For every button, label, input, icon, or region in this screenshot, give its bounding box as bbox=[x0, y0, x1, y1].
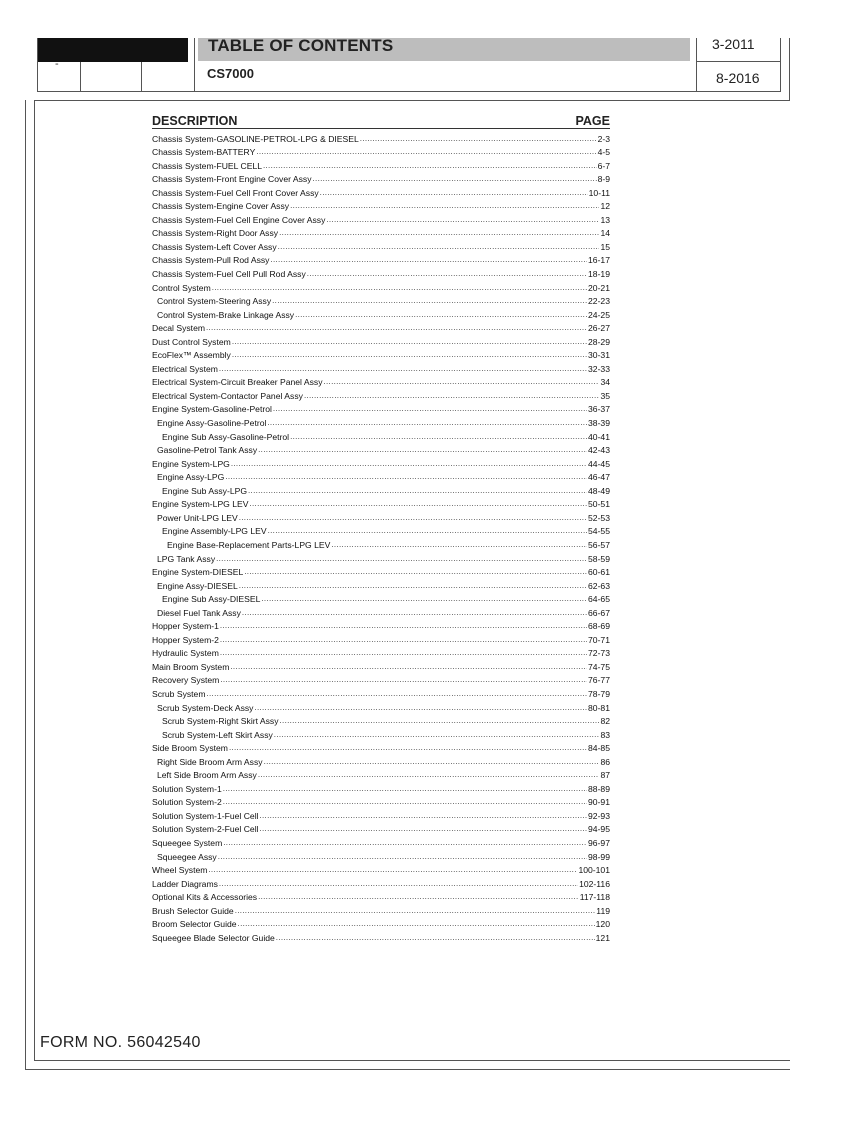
toc-entry-title: Hopper System-1 bbox=[152, 621, 219, 632]
toc-entry[interactable] bbox=[152, 144, 610, 158]
toc-entry[interactable] bbox=[152, 225, 610, 239]
toc-entry[interactable] bbox=[152, 333, 610, 347]
frame-left-outer bbox=[25, 100, 26, 1070]
toc-entry[interactable] bbox=[152, 875, 610, 889]
toc-entry[interactable] bbox=[152, 658, 610, 672]
header-divider bbox=[37, 38, 38, 92]
toc-entry-title: Hopper System-2 bbox=[152, 634, 219, 645]
toc-entry-title: Decal System bbox=[152, 323, 206, 334]
toc-entry-title: Solution System-1-Fuel Cell bbox=[152, 810, 259, 821]
toc-dot-leader bbox=[270, 255, 587, 265]
toc-entry[interactable] bbox=[152, 740, 610, 754]
toc-dot-leader bbox=[238, 919, 595, 929]
toc-entry-title: Engine Assy-LPG bbox=[157, 472, 225, 483]
toc-entry[interactable] bbox=[152, 455, 610, 469]
toc-dot-leader bbox=[220, 621, 587, 631]
toc-entry-title: Chassis System-GASOLINE-PETROL-LPG & DIESEL bbox=[152, 133, 359, 144]
toc-entry-title: Diesel Fuel Tank Assy bbox=[157, 607, 241, 618]
toc-header-rule bbox=[152, 128, 610, 129]
header-date-bottom bbox=[696, 91, 780, 92]
toc-entry[interactable] bbox=[152, 469, 610, 483]
toc-entry-page: 88-89 bbox=[588, 783, 610, 794]
toc-dot-leader bbox=[274, 730, 600, 740]
toc-entry-title: Recovery System bbox=[152, 675, 220, 686]
toc-entry-page: 30-31 bbox=[588, 350, 610, 361]
frame-bottom-outer bbox=[25, 1069, 790, 1070]
toc-entry[interactable] bbox=[152, 279, 610, 293]
toc-entry-page: 44-45 bbox=[588, 458, 610, 469]
toc-dot-leader bbox=[260, 811, 588, 821]
toc-entry-page: 72-73 bbox=[588, 648, 610, 659]
toc-dot-leader bbox=[279, 228, 599, 238]
toc-dot-leader bbox=[220, 648, 587, 658]
toc-entry-title: Control System bbox=[152, 282, 211, 293]
toc-entry-page: 42-43 bbox=[588, 445, 610, 456]
toc-entry-title: Chassis System-FUEL CELL bbox=[152, 160, 262, 171]
toc-entry-title: Squeegee System bbox=[152, 837, 223, 848]
toc-entry-title: Electrical System-Circuit Breaker Panel Assy bbox=[152, 377, 323, 388]
frame-right-top bbox=[789, 38, 790, 101]
toc-dot-leader bbox=[219, 879, 578, 889]
toc-entry-page: 98-99 bbox=[588, 851, 610, 862]
toc-entry-title: Chassis System-Fuel Cell Front Cover Assy bbox=[152, 187, 319, 198]
toc-header bbox=[152, 114, 610, 128]
toc-dot-leader bbox=[360, 134, 597, 144]
toc-entry-title: EcoFlex™ Assembly bbox=[152, 350, 231, 361]
toc-dot-leader bbox=[231, 459, 587, 469]
toc-entry-page: 120 bbox=[595, 919, 610, 930]
description-label: DESCRIPTION bbox=[152, 114, 238, 128]
toc-dot-leader bbox=[208, 865, 577, 875]
toc-dot-leader bbox=[232, 337, 587, 347]
toc-dot-leader bbox=[276, 933, 595, 943]
toc-entry-title: Control System-Brake Linkage Assy bbox=[157, 309, 295, 320]
frame-left-inner bbox=[34, 100, 35, 1061]
toc-entry[interactable] bbox=[152, 130, 610, 144]
toc-dot-leader bbox=[220, 675, 587, 685]
toc-entry-page: 56-57 bbox=[588, 539, 610, 550]
header-divider bbox=[141, 62, 142, 92]
toc-entry-title: Dust Control System bbox=[152, 336, 231, 347]
toc-dot-leader bbox=[273, 404, 587, 414]
toc-entry[interactable] bbox=[152, 550, 610, 564]
toc-entry-page: 4-5 bbox=[597, 147, 610, 158]
form-number: FORM NO. 56042540 bbox=[40, 1034, 201, 1051]
toc-entry-title: Solution System-2-Fuel Cell bbox=[152, 824, 259, 835]
frame-top-rule bbox=[34, 100, 790, 101]
toc-entry-page: 48-49 bbox=[588, 485, 610, 496]
toc-entry-title: LPG Tank Assy bbox=[157, 553, 216, 564]
toc-dot-leader bbox=[258, 892, 579, 902]
toc-entry[interactable] bbox=[152, 753, 610, 767]
header-date-divider bbox=[696, 61, 780, 62]
toc-entry-title: Gasoline-Petrol Tank Assy bbox=[157, 445, 258, 456]
toc-entry-page: 70-71 bbox=[588, 634, 610, 645]
toc-dot-leader bbox=[280, 716, 600, 726]
toc-entry-title: Chassis System-Pull Rod Assy bbox=[152, 255, 270, 266]
toc-dot-leader bbox=[326, 215, 599, 225]
toc-entry[interactable] bbox=[152, 604, 610, 618]
toc-entry-page: 13 bbox=[600, 214, 610, 225]
toc-entry-title: Squeegee Blade Selector Guide bbox=[152, 932, 275, 943]
toc-entry[interactable] bbox=[152, 442, 610, 456]
toc-entry-page: 96-97 bbox=[588, 837, 610, 848]
toc-entry-title: Chassis System-Engine Cover Assy bbox=[152, 201, 290, 212]
header-black-block bbox=[38, 38, 188, 62]
toc-entry-page: 68-69 bbox=[588, 621, 610, 632]
toc-entry-page: 2-3 bbox=[597, 133, 610, 144]
toc-entry[interactable] bbox=[152, 821, 610, 835]
toc-dot-leader bbox=[248, 486, 587, 496]
header-divider bbox=[696, 38, 697, 92]
toc-entry-title: Brush Selector Guide bbox=[152, 905, 234, 916]
toc-entry-page: 36-37 bbox=[588, 404, 610, 415]
toc-entry-page: 26-27 bbox=[588, 323, 610, 334]
original-date: 3-2011 bbox=[712, 36, 755, 52]
toc-dot-leader bbox=[223, 784, 587, 794]
toc-entry[interactable] bbox=[152, 414, 610, 428]
toc-entry[interactable] bbox=[152, 374, 610, 388]
toc-entry[interactable] bbox=[152, 645, 610, 659]
toc-entry-page: 78-79 bbox=[588, 688, 610, 699]
toc-dot-leader bbox=[261, 594, 587, 604]
toc-dot-leader bbox=[216, 554, 587, 564]
toc-entry-page: 60-61 bbox=[588, 567, 610, 578]
toc-entry-title: Control System-Steering Assy bbox=[157, 296, 272, 307]
toc-entry-page: 100-101 bbox=[578, 865, 610, 876]
toc-entry-title: Engine System-DIESEL bbox=[152, 567, 244, 578]
toc-dot-leader bbox=[218, 852, 587, 862]
toc-entry-page: 121 bbox=[595, 932, 610, 943]
toc-dot-leader bbox=[239, 581, 587, 591]
toc-entry-title: Electrical System bbox=[152, 363, 218, 374]
toc-entry-page: 82 bbox=[600, 716, 610, 727]
toc-entry-page: 64-65 bbox=[588, 594, 610, 605]
toc-entry-title: Engine Assy-Gasoline-Petrol bbox=[157, 418, 267, 429]
toc-entry[interactable] bbox=[152, 564, 610, 578]
toc-entry[interactable] bbox=[152, 320, 610, 334]
toc-entry[interactable] bbox=[152, 387, 610, 401]
toc-entry-page: 62-63 bbox=[588, 580, 610, 591]
toc-entry[interactable] bbox=[152, 265, 610, 279]
toc-entry-title: Main Broom System bbox=[152, 661, 230, 672]
toc-entry-page: 52-53 bbox=[588, 512, 610, 523]
toc-entry-title: Chassis System-Right Door Assy bbox=[152, 228, 279, 239]
toc-entry[interactable] bbox=[152, 509, 610, 523]
toc-entry-title: Solution System-1 bbox=[152, 783, 222, 794]
toc-dot-leader bbox=[250, 499, 588, 509]
toc-dot-leader bbox=[324, 377, 600, 387]
toc-entry-page: 24-25 bbox=[588, 309, 610, 320]
toc-dot-leader bbox=[220, 635, 587, 645]
toc-entry[interactable] bbox=[152, 428, 610, 442]
toc-dot-leader bbox=[230, 662, 587, 672]
toc-entry-page: 8-9 bbox=[597, 174, 610, 185]
toc-entry-title: Chassis System-Left Cover Assy bbox=[152, 241, 277, 252]
toc-dot-leader bbox=[290, 201, 599, 211]
header-divider bbox=[780, 38, 781, 92]
page-title: TABLE OF CONTENTS bbox=[208, 36, 394, 55]
toc-entry-title: Right Side Broom Arm Assy bbox=[157, 756, 263, 767]
toc-entry-title: Squeegee Assy bbox=[157, 851, 217, 862]
toc-entry[interactable] bbox=[152, 171, 610, 185]
toc-dot-leader bbox=[212, 283, 587, 293]
toc-dot-leader bbox=[264, 757, 600, 767]
toc-entry-page: 6-7 bbox=[597, 160, 610, 171]
toc-entry-page: 20-21 bbox=[588, 282, 610, 293]
toc-entry-title: Solution System-2 bbox=[152, 797, 222, 808]
toc-entry-title: Scrub System bbox=[152, 688, 206, 699]
toc-entry[interactable] bbox=[152, 780, 610, 794]
toc-entry[interactable] bbox=[152, 591, 610, 605]
toc-entry-title: Side Broom System bbox=[152, 743, 228, 754]
toc-dot-leader bbox=[258, 770, 600, 780]
toc-dot-leader bbox=[304, 391, 600, 401]
toc-entry-page: 92-93 bbox=[588, 810, 610, 821]
toc-dot-leader bbox=[258, 445, 587, 455]
toc-entry-page: 80-81 bbox=[588, 702, 610, 713]
toc-entry-title: Scrub System-Left Skirt Assy bbox=[162, 729, 273, 740]
toc-entry[interactable] bbox=[152, 862, 610, 876]
toc-entry-title: Electrical System-Contactor Panel Assy bbox=[152, 390, 303, 401]
toc-dot-leader bbox=[331, 540, 587, 550]
toc-entry[interactable] bbox=[152, 916, 610, 930]
toc-entry[interactable] bbox=[152, 618, 610, 632]
toc-entry[interactable] bbox=[152, 889, 610, 903]
toc-entry-page: 34 bbox=[600, 377, 610, 388]
toc-entry-page: 38-39 bbox=[588, 418, 610, 429]
toc-entry[interactable] bbox=[152, 360, 610, 374]
toc-entry[interactable] bbox=[152, 848, 610, 862]
toc-entry[interactable] bbox=[152, 767, 610, 781]
toc-entry[interactable] bbox=[152, 577, 610, 591]
toc-entry-page: 86 bbox=[600, 756, 610, 767]
toc-dot-leader bbox=[225, 472, 587, 482]
toc-entry[interactable] bbox=[152, 523, 610, 537]
toc-dot-leader bbox=[295, 310, 587, 320]
toc-entry-page: 117-118 bbox=[579, 892, 610, 903]
toc-entry-title: Chassis System-Fuel Cell Pull Rod Assy bbox=[152, 269, 306, 280]
toc-dot-leader bbox=[229, 743, 587, 753]
header-divider bbox=[194, 38, 195, 92]
toc-entry-title: Chassis System-BATTERY bbox=[152, 147, 256, 158]
toc-entry[interactable] bbox=[152, 902, 610, 916]
toc-entry-title: Power Unit-LPG LEV bbox=[157, 512, 238, 523]
toc-entry-title: Engine Assembly-LPG LEV bbox=[162, 526, 267, 537]
toc-entry[interactable] bbox=[152, 726, 610, 740]
toc-dot-leader bbox=[223, 797, 587, 807]
toc-entry-page: 28-29 bbox=[588, 336, 610, 347]
toc-entry[interactable] bbox=[152, 631, 610, 645]
toc-entry[interactable] bbox=[152, 401, 610, 415]
toc-entry-title: Engine Sub Assy-DIESEL bbox=[162, 594, 261, 605]
toc-dot-leader bbox=[254, 703, 587, 713]
toc-entry-title: Scrub System-Right Skirt Assy bbox=[162, 716, 279, 727]
toc-entry-page: 119 bbox=[596, 905, 610, 916]
toc-entry-title: Chassis System-Front Engine Cover Assy bbox=[152, 174, 312, 185]
toc-entry[interactable] bbox=[152, 198, 610, 212]
toc-entry-page: 10-11 bbox=[588, 187, 610, 198]
toc-entry-title: Hydraulic System bbox=[152, 648, 219, 659]
toc-entry[interactable] bbox=[152, 672, 610, 686]
toc-entry[interactable] bbox=[152, 238, 610, 252]
toc-entry-page: 18-19 bbox=[588, 269, 610, 280]
toc-entry-title: Engine Sub Assy-LPG bbox=[162, 485, 248, 496]
toc-entry-page: 16-17 bbox=[588, 255, 610, 266]
toc-dot-leader bbox=[268, 526, 587, 536]
toc-entry[interactable] bbox=[152, 807, 610, 821]
toc-entry-title: Ladder Diagrams bbox=[152, 878, 218, 889]
toc-entry-page: 102-116 bbox=[579, 878, 610, 889]
toc-entry-page: 14 bbox=[600, 228, 610, 239]
header-bottom-rule bbox=[37, 91, 696, 92]
toc-dot-leader bbox=[239, 513, 587, 523]
toc-dot-leader bbox=[223, 838, 587, 848]
toc-entry-page: 22-23 bbox=[588, 296, 610, 307]
toc-entry-page: 87 bbox=[600, 770, 610, 781]
toc-entry[interactable] bbox=[152, 157, 610, 171]
toc-dot-leader bbox=[290, 432, 587, 442]
toc-entry[interactable] bbox=[152, 496, 610, 510]
toc-dot-leader bbox=[219, 364, 587, 374]
toc-entry-page: 12 bbox=[600, 201, 610, 212]
toc-entry-title: Engine System-Gasoline-Petrol bbox=[152, 404, 272, 415]
toc-entry-page: 66-67 bbox=[588, 607, 610, 618]
toc-dot-leader bbox=[206, 323, 587, 333]
toc-entry-title: Engine Base-Replacement Parts-LPG LEV bbox=[167, 539, 331, 550]
toc-entry[interactable] bbox=[152, 306, 610, 320]
toc-entry[interactable] bbox=[152, 293, 610, 307]
toc-dot-leader bbox=[244, 567, 587, 577]
toc-dot-leader bbox=[307, 269, 587, 279]
toc-entry-title: Scrub System-Deck Assy bbox=[157, 702, 254, 713]
toc-entry-title: Left Side Broom Arm Assy bbox=[157, 770, 257, 781]
toc-entry[interactable] bbox=[152, 685, 610, 699]
toc-entry[interactable] bbox=[152, 834, 610, 848]
toc-entry[interactable] bbox=[152, 536, 610, 550]
toc-dot-leader bbox=[235, 906, 596, 916]
header-divider bbox=[80, 62, 81, 92]
toc-entry-page: 83 bbox=[600, 729, 610, 740]
toc-dot-leader bbox=[232, 350, 587, 360]
toc-entry-page: 74-75 bbox=[588, 661, 610, 672]
toc-entry-title: Chassis System-Fuel Cell Engine Cover Assy bbox=[152, 214, 326, 225]
toc-entry[interactable] bbox=[152, 699, 610, 713]
model-number: CS7000 bbox=[207, 66, 254, 81]
page-label: PAGE bbox=[575, 114, 610, 128]
toc-entry-page: 90-91 bbox=[588, 797, 610, 808]
toc-list bbox=[152, 130, 610, 943]
toc-entry-page: 50-51 bbox=[588, 499, 610, 510]
frame-bottom-inner bbox=[34, 1060, 790, 1061]
toc-dot-leader bbox=[272, 296, 587, 306]
toc-entry-title: Engine Sub Assy-Gasoline-Petrol bbox=[162, 431, 290, 442]
toc-entry-page: 84-85 bbox=[588, 743, 610, 754]
header-dash: - bbox=[55, 58, 59, 70]
toc-entry[interactable] bbox=[152, 184, 610, 198]
toc-entry-page: 94-95 bbox=[588, 824, 610, 835]
toc-dot-leader bbox=[267, 418, 587, 428]
toc-dot-leader bbox=[278, 242, 600, 252]
toc-entry-title: Optional Kits & Accessories bbox=[152, 892, 258, 903]
toc-entry-title: Wheel System bbox=[152, 865, 208, 876]
toc-entry[interactable] bbox=[152, 482, 610, 496]
toc-entry-page: 40-41 bbox=[588, 431, 610, 442]
revision-date: 8-2016 bbox=[716, 70, 760, 86]
toc-entry-page: 76-77 bbox=[588, 675, 610, 686]
toc-dot-leader bbox=[260, 824, 588, 834]
toc-entry-title: Broom Selector Guide bbox=[152, 919, 237, 930]
toc-entry-page: 54-55 bbox=[588, 526, 610, 537]
toc-entry[interactable] bbox=[152, 713, 610, 727]
toc-entry[interactable] bbox=[152, 252, 610, 266]
toc-entry[interactable] bbox=[152, 794, 610, 808]
toc-entry[interactable] bbox=[152, 347, 610, 361]
toc-entry-title: Engine Assy-DIESEL bbox=[157, 580, 238, 591]
toc-dot-leader bbox=[242, 608, 587, 618]
toc-entry-page: 32-33 bbox=[588, 363, 610, 374]
toc-entry-page: 46-47 bbox=[588, 472, 610, 483]
toc-entry[interactable] bbox=[152, 211, 610, 225]
toc-dot-leader bbox=[320, 188, 588, 198]
toc-entry-title: Engine System-LPG LEV bbox=[152, 499, 249, 510]
toc-dot-leader bbox=[256, 147, 596, 157]
toc-entry-page: 15 bbox=[600, 241, 610, 252]
toc-entry-title: Engine System-LPG bbox=[152, 458, 230, 469]
toc-entry-page: 35 bbox=[600, 390, 610, 401]
toc-dot-leader bbox=[313, 174, 597, 184]
toc-entry-page: 58-59 bbox=[588, 553, 610, 564]
toc-dot-leader bbox=[263, 161, 597, 171]
toc-entry[interactable] bbox=[152, 929, 610, 943]
toc-dot-leader bbox=[207, 689, 588, 699]
